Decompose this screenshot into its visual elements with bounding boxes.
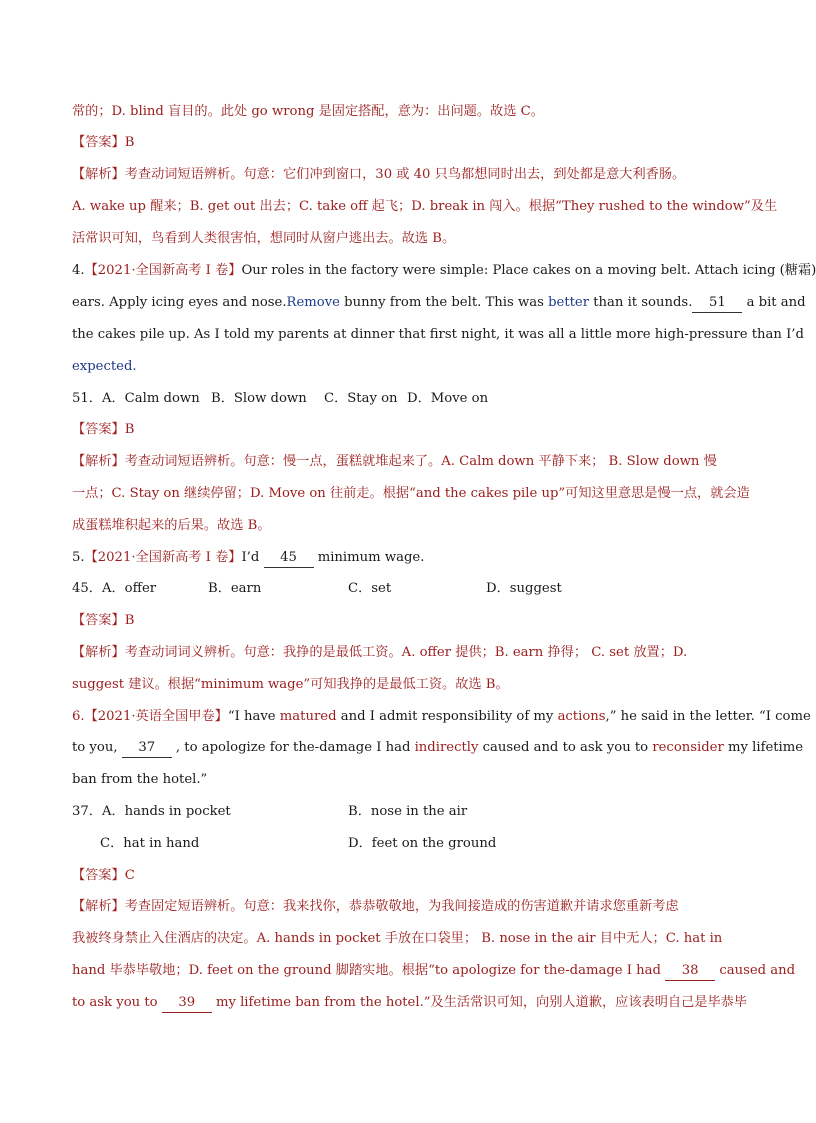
- option-b: B．nose in the air: [348, 804, 468, 819]
- question-source: 【2021·全国新高考 I 卷】: [84, 550, 242, 565]
- option-a: 37．A．hands in pocket: [72, 804, 231, 819]
- question-6-line: [72, 708, 811, 726]
- option-a: 45．A．offer: [72, 581, 157, 596]
- explanation-line: 【解析】考查固定短语辨析。句意：我来找你，恭恭敬敬地，为我间接造成的伤害道歉并请求您重新考虑: [72, 899, 679, 914]
- answer-line: [72, 867, 135, 885]
- answer-line: [72, 612, 134, 630]
- passage-highlight: better: [548, 295, 590, 310]
- passage-text: , to apologize for the-damage I had: [171, 740, 415, 755]
- passage-text: minimum wage.: [313, 550, 425, 565]
- passage-line: ban from the hotel.”: [72, 772, 208, 787]
- option-d: D．suggest: [486, 581, 562, 596]
- explanation-line: 成蛋糕堆积起来的后果。故选 B。: [72, 518, 271, 533]
- passage-highlight: indirectly: [414, 740, 479, 755]
- question-number: 5.: [72, 550, 85, 565]
- passage-line: [72, 294, 806, 313]
- option-c: C．Stay on: [324, 391, 398, 406]
- answer-label: 【答案】: [72, 422, 125, 437]
- option-d: D．feet on the ground: [348, 836, 497, 851]
- answer-value: B: [124, 422, 135, 437]
- passage-text: “I have: [227, 709, 280, 724]
- explanation-text: 考查动词短语辨析。句意：它们冲到窗口，30 或 40 只鸟都想同时出去，到处都是意大利香肠。: [124, 167, 686, 182]
- answer-label: 【答案】: [72, 135, 125, 150]
- passage-text: bunny from the belt. This was: [339, 295, 549, 310]
- explanation-line: A. wake up 醒来；B. get out 出去；C. take off 起飞；D. break in 闯入。根据“They rushed to the window”及生: [72, 199, 778, 214]
- passage-highlight: matured: [279, 709, 337, 724]
- explanation-line: 我被终身禁止入住酒店的决定。A. hands in pocket 手放在口袋里； B. nose in the air 目中无人；C. hat in: [72, 931, 723, 946]
- passage-line: [72, 739, 803, 758]
- answer-value: C: [124, 868, 135, 883]
- passage-text: caused and to ask you to: [478, 740, 653, 755]
- answer-line: [72, 134, 134, 152]
- passage-highlight: actions: [557, 709, 606, 724]
- explanation-line: [72, 994, 747, 1013]
- answer-line: [72, 421, 134, 439]
- explanation-line: 【解析】考查动词短语辨析。句意：慢一点，蛋糕就堆起来了。A. Calm down 平静下来； B. Slow down 慢: [72, 454, 717, 469]
- explanation-text: my lifetime ban from the hotel.”及生活常识可知，向别人道歉，应该表明自己是毕恭毕: [211, 995, 748, 1010]
- blank-45: 45: [264, 549, 314, 568]
- answer-value: B: [124, 135, 135, 150]
- passage-text: to you,: [72, 740, 122, 755]
- option-b: B．earn: [208, 581, 262, 596]
- answer-label: 【答案】: [72, 613, 125, 628]
- blank-39: 39: [162, 994, 212, 1013]
- question-source: 6.【2021·英语全国甲卷】: [72, 709, 228, 724]
- passage-text: I’d: [241, 550, 264, 565]
- answer-value: B: [124, 613, 135, 628]
- passage-line: expected.: [72, 359, 137, 374]
- option-d: D．Move on: [407, 391, 489, 406]
- option-c: C．set: [348, 581, 392, 596]
- prev-explanation-end: 常的；D. blind 盲目的。此处 go wrong 是固定搭配，意为：出问题。故选 C。: [72, 104, 544, 119]
- passage-text: ,” he said in the letter. “I come: [605, 709, 811, 724]
- passage-text: and I admit responsibility of my: [336, 709, 558, 724]
- explanation-text: hand 毕恭毕敬地；D. feet on the ground 脚踏实地。根据“to apologize for the-damage I had: [72, 963, 666, 978]
- passage-text: my lifetime: [723, 740, 804, 755]
- explanation-text: to ask you to: [72, 995, 162, 1010]
- explanation-label: 【解析】: [72, 167, 125, 182]
- explanation-line: 【解析】考查动词词义辨析。句意：我挣的是最低工资。A. offer 提供；B. earn 挣得； C. set 放置；D.: [72, 645, 688, 660]
- question-number: 4.: [72, 263, 85, 278]
- passage-text: a bit and: [742, 295, 806, 310]
- passage-highlight: reconsider: [652, 740, 724, 755]
- blank-51: 51: [692, 294, 742, 313]
- passage-text: than it sounds.: [589, 295, 693, 310]
- option-b: B．Slow down: [211, 391, 307, 406]
- explanation-line: [72, 962, 795, 981]
- explanation-text: caused and: [715, 963, 796, 978]
- option-a: 51．A．Calm down: [72, 391, 200, 406]
- question-source: 【2021·全国新高考 I 卷】: [84, 263, 242, 278]
- blank-38: 38: [665, 962, 715, 981]
- question-5-line: [72, 549, 424, 568]
- passage-text: Our roles in the factory were simple: Place cakes on a moving belt. Attach icing (糖霜): [241, 263, 816, 278]
- explanation-line: [72, 166, 685, 184]
- question-4-line: [72, 262, 816, 280]
- passage-text: ears. Apply icing eyes and nose.: [72, 295, 287, 310]
- option-c: C．hat in hand: [100, 836, 200, 851]
- passage-line: the cakes pile up. As I told my parents at dinner that first night, it was all a little more high-pressure than I’d: [72, 327, 804, 342]
- explanation-line: 一点；C. Stay on 继续停留；D. Move on 往前走。根据“and the cakes pile up”可知这里意思是慢一点，就会造: [72, 486, 750, 501]
- answer-label: 【答案】: [72, 868, 125, 883]
- explanation-line: suggest 建议。根据“minimum wage”可知我挣的是最低工资。故选 B。: [72, 677, 509, 692]
- passage-highlight: Remove: [286, 295, 340, 310]
- blank-37: 37: [122, 739, 172, 758]
- explanation-line: 活常识可知，鸟看到人类很害怕，想同时从窗户逃出去。故选 B。: [72, 231, 456, 246]
